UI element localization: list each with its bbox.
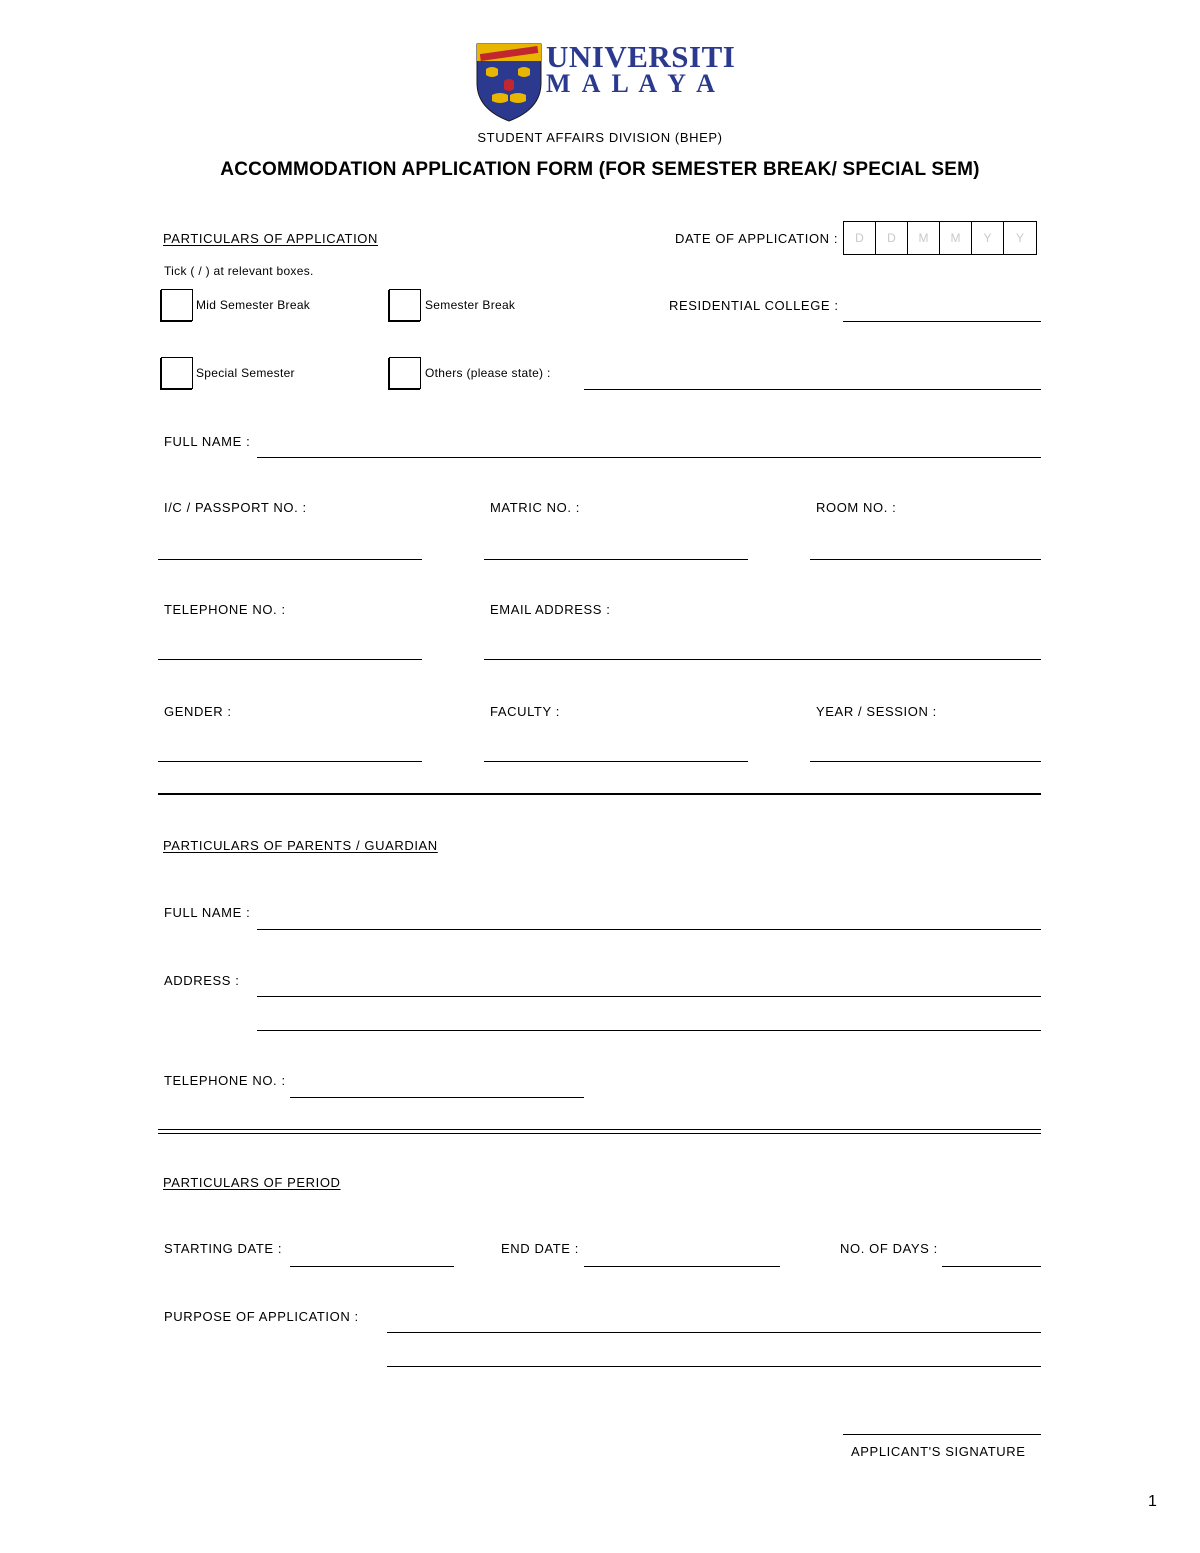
section-divider-double-top	[158, 1129, 1041, 1130]
year-session-field[interactable]	[810, 761, 1041, 762]
section-title-application: PARTICULARS OF APPLICATION	[163, 231, 378, 246]
residential-college-label: RESIDENTIAL COLLEGE :	[669, 298, 839, 313]
applicant-signature-label: APPLICANT'S SIGNATURE	[851, 1444, 1026, 1459]
logo-wordmark-line1: UNIVERSITI	[546, 39, 736, 74]
semester-break-label: Semester Break	[425, 298, 516, 312]
date-of-application-label: DATE OF APPLICATION :	[675, 231, 839, 246]
semester-break-checkbox[interactable]	[389, 289, 421, 321]
end-date-label: END DATE :	[501, 1241, 579, 1256]
email-address-field[interactable]	[484, 659, 1041, 660]
mid-semester-break-checkbox[interactable]	[161, 289, 193, 321]
guardian-address-label: ADDRESS :	[164, 973, 240, 988]
residential-college-field[interactable]	[843, 321, 1041, 322]
ic-passport-label: I/C / PASSPORT NO. :	[164, 500, 307, 515]
matric-no-field[interactable]	[484, 559, 748, 560]
date-day-1[interactable]: D	[844, 222, 876, 254]
faculty-field[interactable]	[484, 761, 748, 762]
applicant-full-name-label: FULL NAME :	[164, 434, 251, 449]
starting-date-field[interactable]	[290, 1266, 454, 1267]
purpose-field-1[interactable]	[387, 1332, 1041, 1333]
end-date-field[interactable]	[584, 1266, 780, 1267]
date-year-1[interactable]: Y	[972, 222, 1004, 254]
special-semester-checkbox[interactable]	[161, 357, 193, 389]
applicant-full-name-field[interactable]	[257, 457, 1041, 458]
page-number: 1	[1148, 1493, 1158, 1510]
university-logo	[474, 39, 736, 123]
purpose-label: PURPOSE OF APPLICATION :	[164, 1309, 359, 1324]
year-session-label: YEAR / SESSION :	[816, 704, 937, 719]
guardian-address-field-1[interactable]	[257, 996, 1041, 997]
others-field[interactable]	[584, 389, 1041, 390]
room-no-field[interactable]	[810, 559, 1041, 560]
email-address-label: EMAIL ADDRESS :	[490, 602, 611, 617]
gender-label: GENDER :	[164, 704, 232, 719]
ic-passport-field[interactable]	[158, 559, 422, 560]
section-divider-double-bottom	[158, 1133, 1041, 1134]
room-no-label: ROOM NO. :	[816, 500, 897, 515]
section-title-period: PARTICULARS OF PERIOD	[163, 1175, 341, 1190]
guardian-full-name-field[interactable]	[257, 929, 1041, 930]
date-year-2[interactable]: Y	[1015, 231, 1024, 245]
others-checkbox[interactable]	[389, 357, 421, 389]
purpose-field-2[interactable]	[387, 1366, 1041, 1367]
applicant-telephone-label: TELEPHONE NO. :	[164, 602, 286, 617]
date-of-application-boxes[interactable]	[843, 221, 1037, 255]
date-day-2[interactable]: D	[876, 222, 908, 254]
section-title-guardian: PARTICULARS OF PARENTS / GUARDIAN	[163, 838, 438, 853]
crest-icon	[474, 41, 544, 123]
date-month-2[interactable]: M	[940, 222, 972, 254]
guardian-telephone-field[interactable]	[290, 1097, 584, 1098]
applicant-telephone-field[interactable]	[158, 659, 422, 660]
guardian-full-name-label: FULL NAME :	[164, 905, 251, 920]
gender-field[interactable]	[158, 761, 422, 762]
others-label: Others (please state) :	[425, 366, 551, 380]
starting-date-label: STARTING DATE :	[164, 1241, 283, 1256]
matric-no-label: MATRIC NO. :	[490, 500, 581, 515]
section-divider	[158, 793, 1041, 795]
guardian-address-field-2[interactable]	[257, 1030, 1041, 1031]
faculty-label: FACULTY :	[490, 704, 560, 719]
signature-line[interactable]	[843, 1434, 1041, 1435]
guardian-telephone-label: TELEPHONE NO. :	[164, 1073, 286, 1088]
no-of-days-label: NO. OF DAYS :	[840, 1241, 938, 1256]
date-month-1[interactable]: M	[908, 222, 940, 254]
no-of-days-field[interactable]	[942, 1266, 1041, 1267]
tick-instruction: Tick ( / ) at relevant boxes.	[164, 264, 314, 278]
division-name: STUDENT AFFAIRS DIVISION (BHEP)	[477, 130, 723, 145]
form-title: ACCOMMODATION APPLICATION FORM (FOR SEMESTER BREAK/ SPECIAL SEM)	[220, 159, 980, 180]
logo-wordmark-line2: M A L A Y A	[546, 69, 718, 98]
mid-semester-break-label: Mid Semester Break	[196, 298, 311, 312]
special-semester-label: Special Semester	[196, 366, 295, 380]
